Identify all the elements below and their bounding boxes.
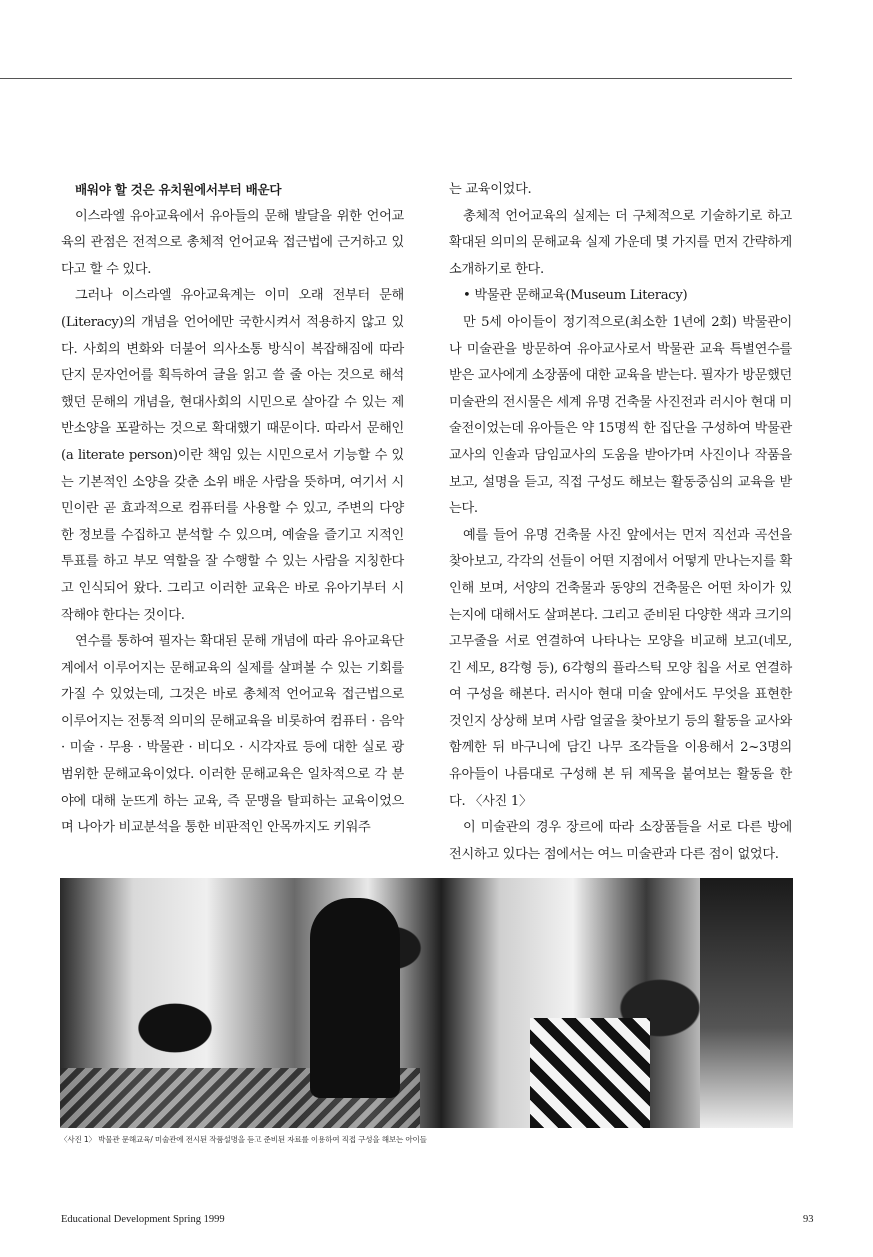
paragraph: 그러나 이스라엘 유아교육계는 이미 오래 전부터 문해(Literacy)의 개념을 언어에만 국한시켜서 적용하지 않고 있다. 사회의 변화와 더불어 의사소통 방식이 복잡해짐에 따라 단지 문자언어를 획득하여 글을 읽고 쓸 줄 아는 것으로 해석했던 문해의 개념을, 현대사회의 시민으로 살아갈 수 있는 제반소양을 포괄하는 것으로 확대했기 때문이다. 따라서 문해인(a literate person)이란 책임 있는 시민으로서 기능할 수 있는 기본적인 소양을 갖춘 소위 배운 사람을 뜻하며, 여기서 시민이란 곧 효과적으로 컴퓨터를 사용할 수 있고, 주변의 다양한 정보를 수집하고 분석할 수 있으며, 예술을 즐기고 지적인 투표를 하고 부모 역할을 잘 수행할 수 있는 사람을 지칭한다고 인식되어 왔다. 그리고 이러한 교육은 바로 유아기부터 시작해야 한다는 것이다. [61,288,404,623]
right-column [449,177,792,868]
page-number: 93 [803,1214,814,1225]
bullet-heading: • 박물관 문해교육(Museum Literacy) [463,288,688,304]
header-rule [0,78,792,79]
paragraph: 이스라엘 유아교육에서 유아들의 문해 발달을 위한 언어교육의 관점은 전적으로 총체적 언어교육 접근법에 근거하고 있다고 할 수 있다. [61,208,404,277]
photo-striped-shirt-shape [530,1018,650,1128]
paragraph: 만 5세 아이들이 정기적으로(최소한 1년에 2회) 박물관이나 미술관을 방문하여 유아교사로서 박물관 교육 특별연수를 받은 교사에게 소장품에 대한 교육을 받는다. 필자가 방문했던 미술관의 전시물은 세계 유명 건축물 사진전과 러시아 현대 미술전이었는데 유아들은 약 15명씩 한 집단을 구성하여 박물관 교사의 인솔과 담임교사의 도움을 받아가며 사진이나 작품을 보고, 설명을 듣고, 직접 구성도 해보는 활동중심의 교육을 받는다. [449,314,792,517]
photo-caption: 〈사진 1〉 박물관 문해교육/ 미술관에 전시된 작품설명을 듣고 준비된 자료를 이용하여 직접 구성을 해보는 아이들 [60,1135,427,1144]
museum-photo [60,878,793,1128]
paragraph: 연수를 통하여 필자는 확대된 문해 개념에 따라 유아교육단계에서 이루어지는 문해교육의 실제를 살펴볼 수 있는 기회를 가질 수 있었는데, 그것은 바로 총체적 언어교육 접근법으로 이루어지는 전통적 의미의 문해교육을 비롯하여 컴퓨터 · 음악 · 미술 · 무용 · 박물관 · 비디오 · 시각자료 등에 대한 실로 광범위한 문해교육이었다. 이러한 문해교육은 일차적으로 각 분야에 대해 눈뜨게 하는 교육, 즉 문맹을 탈피하는 교육이었으며 나아가 비교분석을 통한 비판적인 안목까지도 키워주 [61,634,404,836]
photo-right-figure-shape [700,878,793,1128]
paragraph: 예를 들어 유명 건축물 사진 앞에서는 먼저 직선과 곡선을 찾아보고, 각각의 선들이 어떤 지점에서 어떻게 만나는지를 확인해 보며, 서양의 건축물과 동양의 건축물은 어떤 차이가 있는지에 대해서도 살펴본다. 그리고 준비된 다양한 색과 크기의 고무줄을 서로 연결하여 나타나는 모양을 비교해 보고(네모, 긴 세모, 8각형 등), 6각형의 플라스틱 모양 칩을 서로 연결하여 구성을 해본다. 러시아 현대 미술 앞에서도 무엇을 표현한 것인지 상상해 보며 사람 얼굴을 찾아보기 등의 활동을 교사와 함께한 뒤 바구니에 담긴 나무 조각들을 이용해서 2~3명의 유아들이 나름대로 구성해 본 뒤 제목을 붙여보는 활동을 한다. 〈사진 1〉 [449,527,792,809]
photo-figure-shape [310,898,400,1098]
paragraph: 이 미술관의 경우 장르에 따라 소장품들을 서로 다른 방에 전시하고 있다는 점에서는 여느 미술관과 다른 점이 없었다. [449,820,792,862]
footer-journal-title: Educational Development Spring 1999 [61,1214,225,1225]
left-column [61,177,404,842]
section-heading: 배워야 할 것은 유치원에서부터 배운다 [75,182,282,197]
paragraph-continuation: 는 교육이었다. [449,182,532,197]
paragraph: 총체적 언어교육의 실제는 더 구체적으로 기술하기로 하고 확대된 의미의 문해교육 실제 가운데 몇 가지를 먼저 간략하게 소개하기로 한다. [449,208,792,277]
